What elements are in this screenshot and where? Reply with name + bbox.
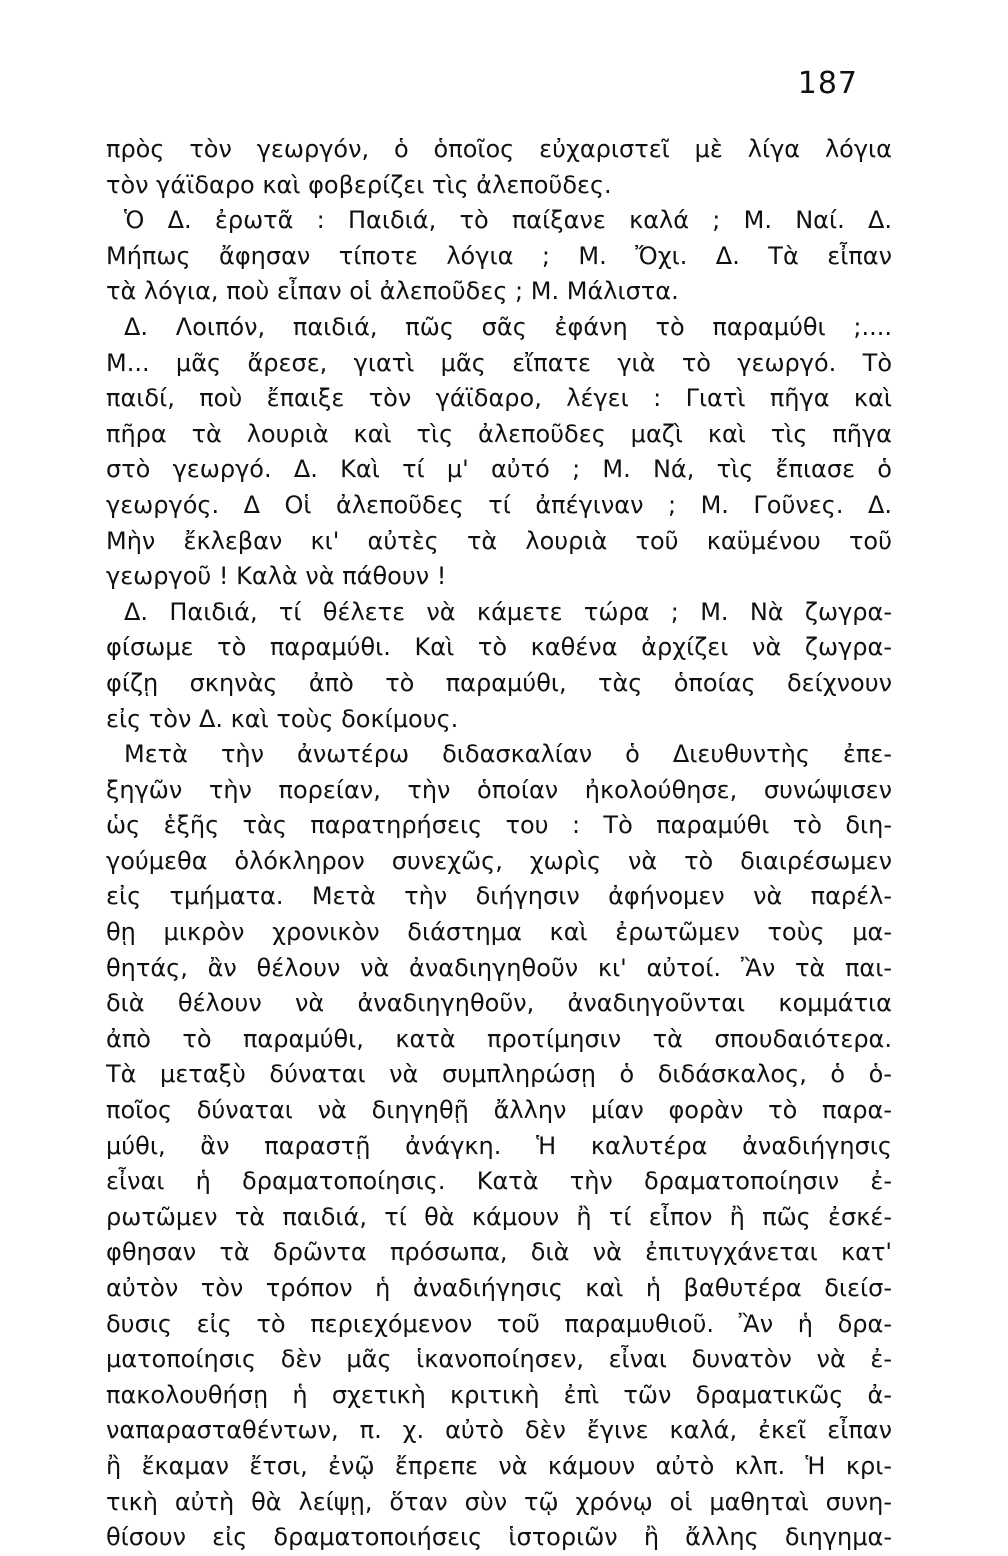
text-line: θῃ μικρὸν χρονικὸν διάστημα καὶ ἐρωτῶμεν τοὺς μα-: [106, 918, 892, 947]
text-line: Τὰ μεταξὺ δύναται νὰ συμπληρώσῃ ὁ διδάσκαλος, ὁ ὁ-: [106, 1060, 892, 1089]
text-line: Ὁ Δ. ἐρωτᾶ : Παιδιά, τὸ παίξανε καλά ; Μ. Ναί. Δ.: [124, 206, 892, 235]
text-line: εἰς τμήματα. Μετὰ τὴν διήγησιν ἀφήνομεν νὰ παρέλ-: [106, 882, 892, 911]
page-number: 187: [797, 66, 858, 101]
text-line: τὰ λόγια, ποὺ εἶπαν οἱ ἀλεποῦδες ; Μ. Μάλιστα.: [106, 277, 679, 306]
text-line: θίσουν εἰς δραματοποιήσεις ἱστοριῶν ἢ ἄλλης διηγημα-: [106, 1523, 892, 1552]
text-line: φίσωμε τὸ παραμύθι. Καὶ τὸ καθένα ἀρχίζει νὰ ζωγρα-: [106, 633, 892, 662]
text-line: ρωτῶμεν τὰ παιδιά, τί θὰ κάμουν ἢ τί εἶπον ἢ πῶς ἐσκέ-: [106, 1202, 892, 1231]
text-line: ὡς ἑξῆς τὰς παρατηρήσεις του : Τὸ παραμύθι τὸ διη-: [106, 811, 892, 840]
text-line: δυσις εἰς τὸ περιεχόμενον τοῦ παραμυθιοῦ. Ἂν ἡ δρα-: [106, 1309, 892, 1338]
text-line: γεωργοῦ ! Καλὰ νὰ πάθουν !: [106, 562, 447, 591]
text-line: Μὴν ἔκλεβαν κι' αὐτὲς τὰ λουριὰ τοῦ καϋμένου τοῦ: [106, 526, 892, 555]
text-line: πρὸς τὸν γεωργόν, ὁ ὁποῖος εὐχαριστεῖ μὲ λίγα λόγια: [106, 135, 892, 163]
text-line: γεωργός. Δ Οἱ ἀλεποῦδες τί ἀπέγιναν ; Μ. Γοῦνες. Δ.: [106, 490, 892, 519]
text-line: ἢ ἔκαμαν ἔτσι, ἐνῷ ἔπρεπε νὰ κάμουν αὐτὸ κλπ. Ἡ κρι-: [106, 1451, 892, 1480]
text-line: ξηγῶν τὴν πορείαν, τὴν ὁποίαν ἠκολούθησε, συνώψισεν: [106, 775, 892, 804]
text-line: Μήπως ἄφησαν τίποτε λόγια ; Μ. Ὄχι. Δ. Τὰ εἶπαν: [106, 241, 892, 270]
text-line: Δ. Λοιπόν, παιδιά, πῶς σᾶς ἐφάνη τὸ παραμύθι ;....: [124, 312, 892, 341]
text-line: γούμεθα ὁλόκληρον συνεχῶς, χωρὶς νὰ τὸ διαιρέσωμεν: [106, 846, 892, 875]
text-line: ποῖος δύναται νὰ διηγηθῇ ἄλλην μίαν φορὰν τὸ παρα-: [106, 1096, 892, 1125]
text-line: Μ... μᾶς ἄρεσε, γιατὶ μᾶς εἴπατε γιὰ τὸ γεωργό. Τὸ: [106, 348, 892, 377]
text-line: Δ. Παιδιά, τί θέλετε νὰ κάμετε τώρα ; Μ. Νὰ ζωγρα-: [124, 597, 892, 626]
text-line: ναπαρασταθέντων, π. χ. αὐτὸ δὲν ἔγινε καλά, ἐκεῖ εἶπαν: [106, 1416, 892, 1445]
text-line: φθησαν τὰ δρῶντα πρόσωπα, διὰ νὰ ἐπιτυγχάνεται κατ': [106, 1238, 892, 1267]
text-line: τικὴ αὐτὴ θὰ λείψῃ, ὅταν σὺν τῷ χρόνῳ οἱ μαθηταὶ συνη-: [106, 1487, 892, 1516]
text-line: ματοποίησις δὲν μᾶς ἱκανοποίησεν, εἶναι δυνατὸν νὰ ἐ-: [106, 1345, 892, 1374]
text-line: ἀπὸ τὸ παραμύθι, κατὰ προτίμησιν τὰ σπουδαιότερα.: [106, 1024, 892, 1053]
text-line: εἶναι ἡ δραματοποίησις. Κατὰ τὴν δραματοποίησιν ἐ-: [106, 1167, 892, 1196]
text-line: παιδί, ποὺ ἔπαιξε τὸν γάϊδαρο, λέγει : Γιατὶ πῆγα καὶ: [106, 384, 892, 413]
text-line: διὰ θέλουν νὰ ἀναδιηγηθοῦν, ἀναδιηγοῦνται κομμάτια: [106, 989, 892, 1018]
text-line: μύθι, ἂν παραστῇ ἀνάγκη. Ἡ καλυτέρα ἀναδιήγησις: [106, 1131, 892, 1160]
text-line: Μετὰ τὴν ἀνωτέρω διδασκαλίαν ὁ Διευθυντὴς ἐπε-: [124, 740, 892, 769]
body-text: [106, 132, 892, 1556]
text-line: τὸν γάϊδαρο καὶ φοβερίζει τὶς ἀλεποῦδες.: [106, 170, 612, 199]
text-line: πῆρα τὰ λουριὰ καὶ τὶς ἀλεποῦδες μαζὶ καὶ τὶς πῆγα: [106, 419, 892, 448]
text-line: εἰς τὸν Δ. καὶ τοὺς δοκίμους.: [106, 704, 459, 733]
text-line: αὐτὸν τὸν τρόπον ἡ ἀναδιήγησις καὶ ἡ βαθυτέρα διείσ-: [106, 1274, 892, 1302]
text-line: φίζῃ σκηνὰς ἀπὸ τὸ παραμύθι, τὰς ὁποίας δείχνουν: [106, 668, 892, 697]
text-line: στὸ γεωργό. Δ. Καὶ τί μ' αὐτό ; Μ. Νά, τὶς ἔπιασε ὁ: [106, 455, 892, 484]
text-line: θητάς, ἂν θέλουν νὰ ἀναδιηγηθοῦν κι' αὐτοί. Ἂν τὰ παι-: [106, 953, 892, 982]
text-line: πακολουθήσῃ ἡ σχετικὴ κριτικὴ ἐπὶ τῶν δραματικῶς ἀ-: [106, 1380, 892, 1409]
